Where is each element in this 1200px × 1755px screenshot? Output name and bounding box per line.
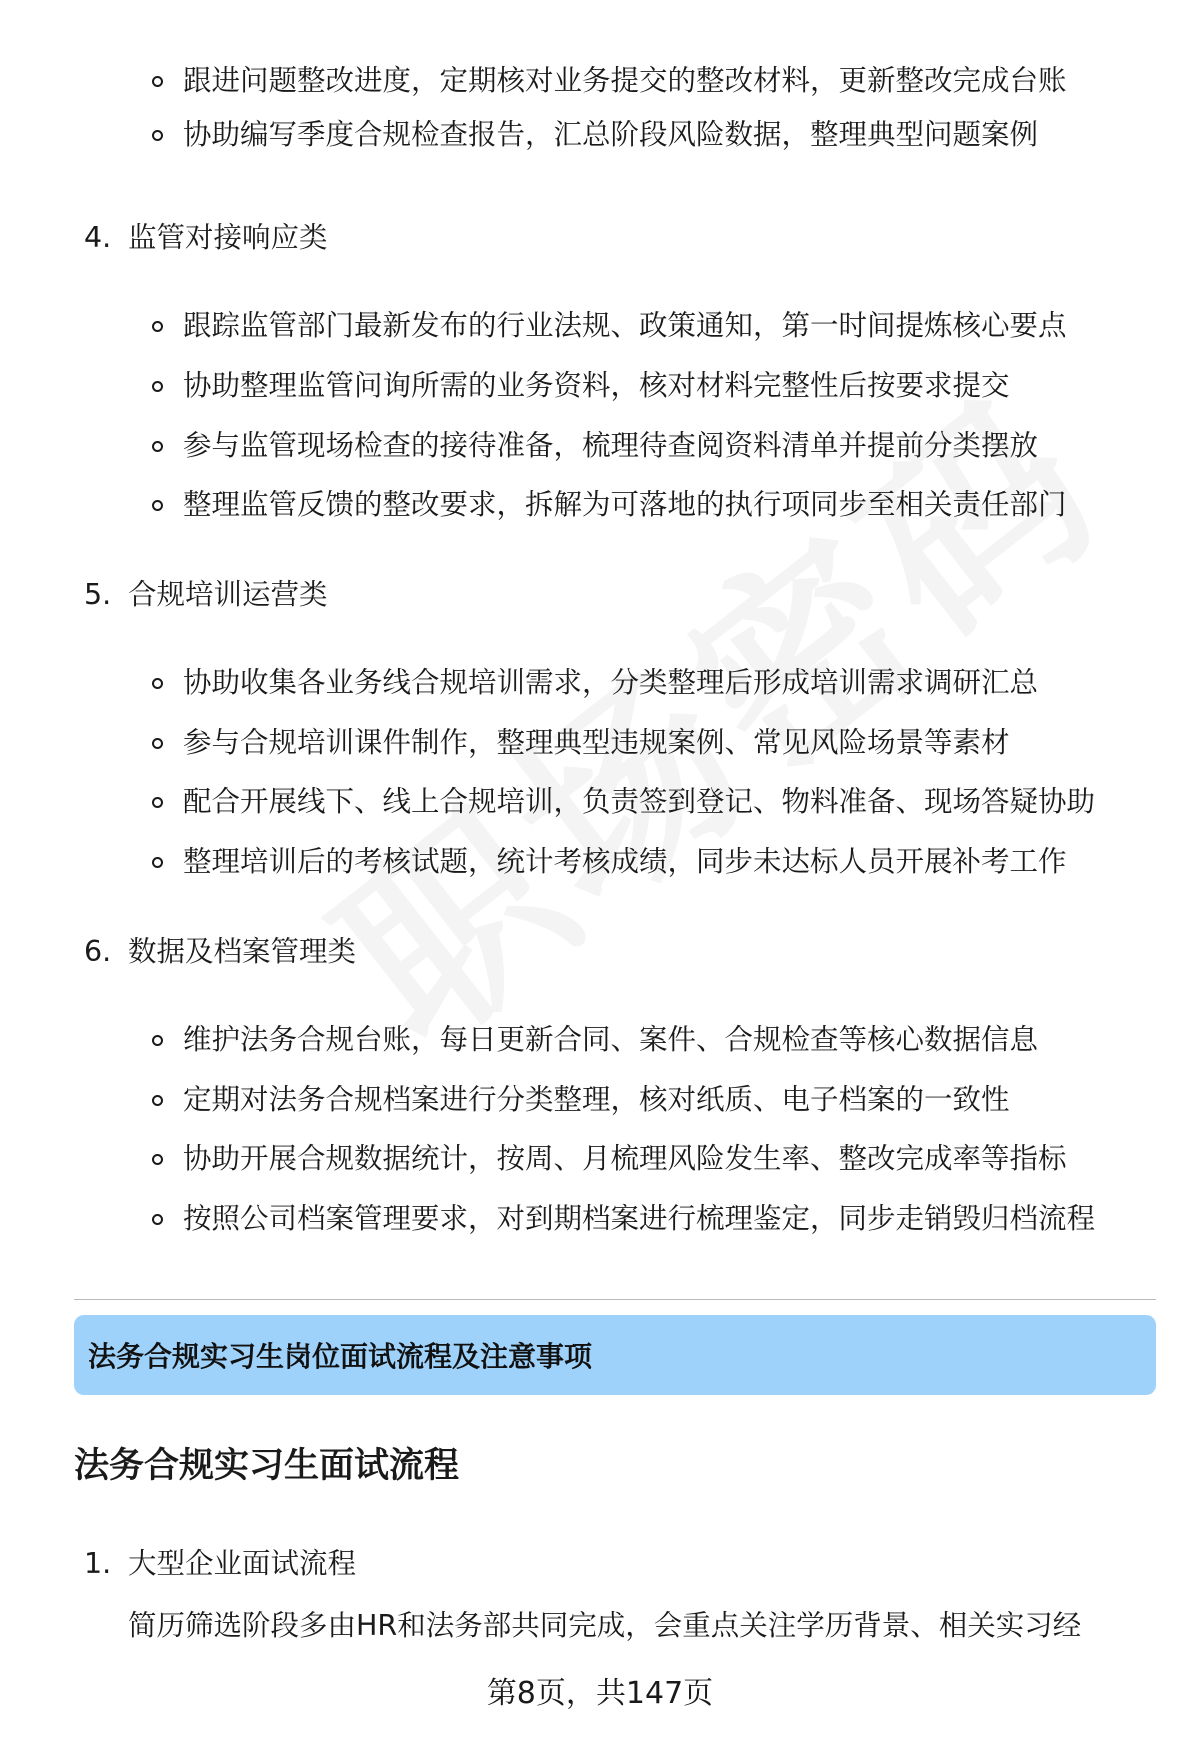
bullet-circle-icon	[152, 500, 163, 511]
list-item-text: 协助开展合规数据统计，按周、月梳理风险发生率、整改完成率等指标	[183, 1142, 1067, 1175]
bullet-circle-icon	[152, 678, 163, 689]
list-item-text: 按照公司档案管理要求，对到期档案进行梳理鉴定，同步走销毁归档流程	[183, 1202, 1096, 1235]
section-number: 6.	[84, 935, 112, 968]
list-item-text: 协助编写季度合规检查报告，汇总阶段风险数据，整理典型问题案例	[183, 118, 1039, 151]
interview-heading	[84, 1542, 356, 1586]
list-item	[152, 306, 1067, 346]
page-section-title: 法务合规实习生面试流程	[74, 1446, 460, 1486]
list-item	[152, 723, 1010, 763]
list-item	[152, 485, 1067, 525]
list-item-text: 协助收集各业务线合规培训需求，分类整理后形成培训需求调研汇总	[183, 666, 1039, 699]
bullet-circle-icon	[152, 1095, 163, 1106]
section-heading-regulatory	[84, 216, 328, 260]
section-number: 1.	[84, 1547, 112, 1580]
bullet-circle-icon	[152, 76, 163, 87]
list-item	[152, 115, 1038, 155]
section-number: 4.	[84, 221, 112, 254]
list-item-text: 跟踪监管部门最新发布的行业法规、政策通知，第一时间提炼核心要点	[183, 309, 1067, 342]
list-item-text: 维护法务合规台账，每日更新合同、案件、合规检查等核心数据信息	[183, 1023, 1039, 1056]
list-item-text: 定期对法务合规档案进行分类整理，核对纸质、电子档案的一致性	[183, 1083, 1010, 1116]
bullet-circle-icon	[152, 738, 163, 749]
bullet-circle-icon	[152, 1214, 163, 1225]
list-item-text: 跟进问题整改进度，定期核对业务提交的整改材料，更新整改完成台账	[183, 64, 1067, 97]
section-number: 5.	[84, 578, 112, 611]
section-title: 合规培训运营类	[128, 578, 328, 611]
bullet-circle-icon	[152, 381, 163, 392]
horizontal-divider	[74, 1299, 1156, 1300]
bullet-circle-icon	[152, 797, 163, 808]
section-title: 监管对接响应类	[128, 221, 328, 254]
bullet-circle-icon	[152, 441, 163, 452]
list-item	[152, 663, 1038, 703]
section-title: 大型企业面试流程	[128, 1547, 357, 1580]
bullet-circle-icon	[152, 321, 163, 332]
section-heading-training	[84, 573, 328, 617]
list-item	[152, 782, 1095, 822]
list-item-text: 参与合规培训课件制作，整理典型违规案例、常见风险场景等素材	[183, 726, 1010, 759]
list-item-text: 整理监管反馈的整改要求，拆解为可落地的执行项同步至相关责任部门	[183, 488, 1067, 521]
list-item	[152, 1139, 1067, 1179]
bullet-circle-icon	[152, 1154, 163, 1165]
list-item	[152, 1020, 1038, 1060]
list-item-text: 配合开展线下、线上合规培训，负责签到登记、物料准备、现场答疑协助	[183, 785, 1096, 818]
list-item-text: 整理培训后的考核试题，统计考核成绩，同步未达标人员开展补考工作	[183, 845, 1067, 878]
list-item	[152, 61, 1067, 101]
bullet-circle-icon	[152, 130, 163, 141]
page-footer: 第8页，共147页	[486, 1676, 714, 1711]
list-item	[152, 1199, 1095, 1239]
section-title: 数据及档案管理类	[128, 935, 357, 968]
list-item	[152, 426, 1038, 466]
list-item	[152, 842, 1067, 882]
list-item	[152, 366, 1010, 406]
list-item-text: 参与监管现场检查的接待准备，梳理待查阅资料清单并提前分类摆放	[183, 429, 1039, 462]
banner-title: 法务合规实习生岗位面试流程及注意事项	[88, 1340, 593, 1373]
interview-paragraph: 简历筛选阶段多由HR和法务部共同完成，会重点关注学历背景、相关实习经	[128, 1609, 1082, 1642]
section-banner	[74, 1315, 1156, 1395]
list-item	[152, 1080, 1010, 1120]
list-item-text: 协助整理监管问询所需的业务资料，核对材料完整性后按要求提交	[183, 369, 1010, 402]
section-heading-data-archive	[84, 930, 356, 974]
bullet-circle-icon	[152, 1035, 163, 1046]
bullet-circle-icon	[152, 857, 163, 868]
